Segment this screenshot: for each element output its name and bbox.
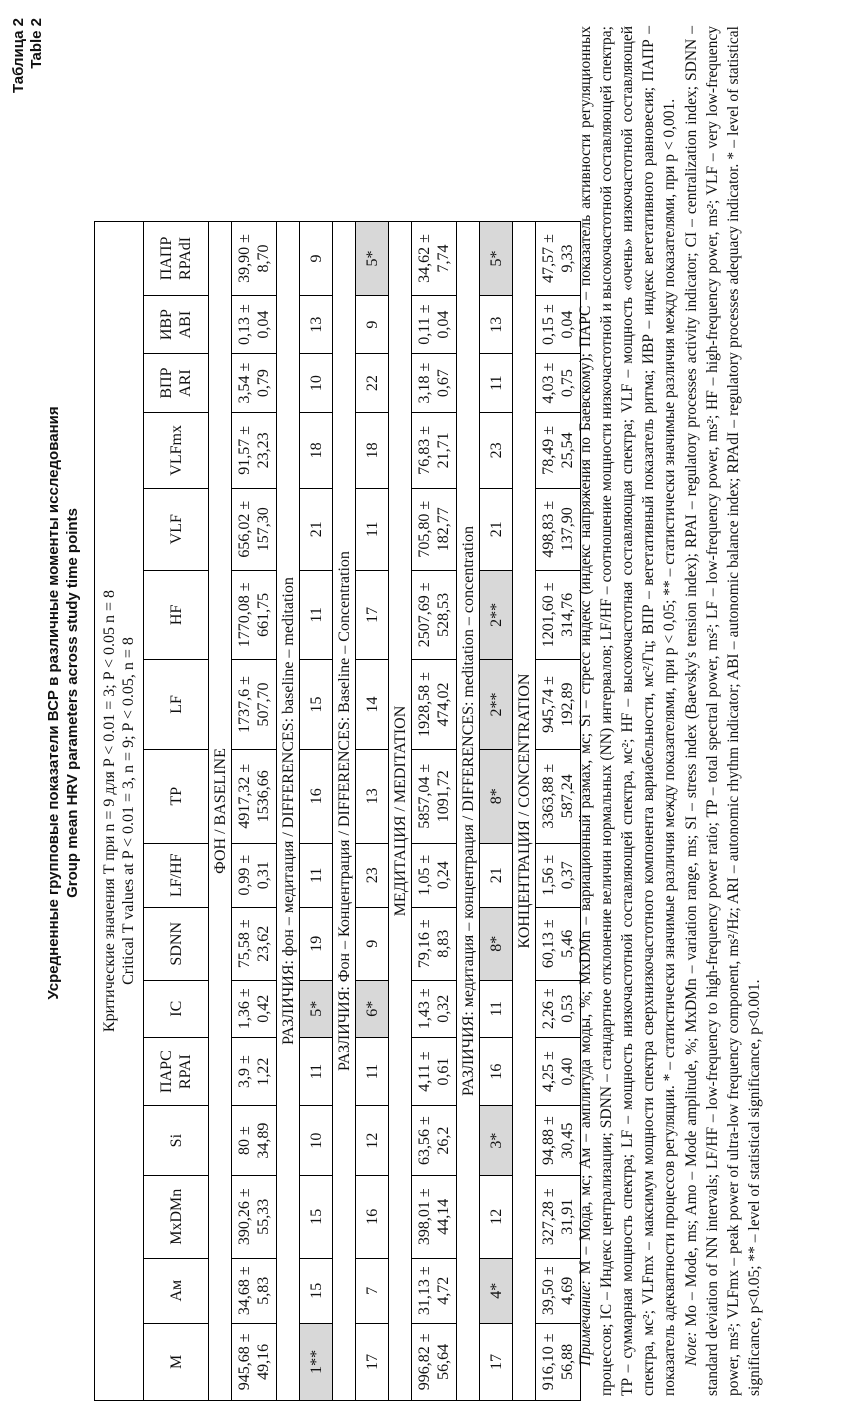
section-label: ФОН / BASELINE — [209, 222, 232, 1401]
table-cell: 17 — [480, 1323, 513, 1400]
table-cell: 16 — [480, 1037, 513, 1106]
table-cell: 0,99 ± 0,31 — [232, 843, 277, 907]
section-label: РАЗЛИЧИЯ: фон – медитация / DIFFERENCES: baseline – meditation — [277, 222, 300, 1401]
table-cell: 11 — [480, 354, 513, 412]
note-en-label: Note: — [683, 1331, 700, 1366]
table-cell: 39,50 ± 4,69 — [536, 1258, 581, 1323]
table-cell: 1737,6 ± 507,70 — [232, 660, 277, 750]
table-cell: 79,16 ± 8,83 — [412, 907, 457, 980]
note-en — [681, 26, 765, 1396]
mean-row — [412, 222, 457, 1401]
critical-values-row — [95, 222, 144, 1401]
table-cell: 327,28 ± 31,91 — [536, 1175, 581, 1258]
table-cell: 11 — [300, 1037, 333, 1106]
table-cell: 21 — [480, 488, 513, 570]
column-header: Si — [144, 1106, 209, 1175]
column-header: LF/HF — [144, 843, 209, 907]
table-cell: 94,88 ± 30,45 — [536, 1106, 581, 1175]
table-cell: 8* — [480, 749, 513, 843]
column-header: M — [144, 1323, 209, 1400]
mean-row — [536, 222, 581, 1401]
table-cell: 14 — [356, 660, 389, 750]
table-cell: 0,15 ± 0,04 — [536, 295, 581, 353]
section-row — [209, 222, 232, 1401]
table-cell: 1** — [300, 1323, 333, 1400]
column-header-row — [144, 222, 209, 1401]
section-row — [389, 222, 412, 1401]
table-title-en: Group mean HRV parameters across study time points — [64, 508, 81, 898]
table-cell: 4,03 ± 0,75 — [536, 354, 581, 412]
table-cell: 15 — [300, 660, 333, 750]
column-header: SDNN — [144, 907, 209, 980]
table-cell: 12 — [480, 1175, 513, 1258]
table-cell: 996,82 ± 56,64 — [412, 1323, 457, 1400]
table-caption-en: Table 2 — [28, 18, 45, 69]
table-cell: 7 — [356, 1258, 389, 1323]
table-cell: 9 — [356, 295, 389, 353]
table-cell: 19 — [300, 907, 333, 980]
column-header: ПАПР RPAdI — [144, 222, 209, 296]
difference-row — [480, 222, 513, 1401]
table-cell: 5* — [356, 222, 389, 296]
column-header: MxDMn — [144, 1175, 209, 1258]
table-cell: 21 — [480, 843, 513, 907]
table-cell: 390,26 ± 55,33 — [232, 1175, 277, 1258]
notes — [575, 26, 765, 1396]
column-header: VLF — [144, 488, 209, 570]
table-cell: 498,83 ± 137,90 — [536, 488, 581, 570]
table-cell: 1,43 ± 0,32 — [412, 980, 457, 1037]
table-cell: 11 — [356, 1037, 389, 1106]
table-cell: 1,05 ± 0,24 — [412, 843, 457, 907]
table-cell: 31,13 ± 4,72 — [412, 1258, 457, 1323]
table-cell: 656,02 ± 157,30 — [232, 488, 277, 570]
section-row — [333, 222, 356, 1401]
table-cell: 2,26 ± 0,53 — [536, 980, 581, 1037]
column-header: ПАРС RPAI — [144, 1037, 209, 1106]
table-title — [44, 0, 82, 1406]
table-cell: 34,62 ± 7,74 — [412, 222, 457, 296]
table-cell: 2507,69 ± 528,53 — [412, 570, 457, 660]
table-cell: 78,49 ± 25,54 — [536, 412, 581, 488]
section-row — [513, 222, 536, 1401]
table-cell: 11 — [480, 980, 513, 1037]
section-row — [457, 222, 480, 1401]
table-cell: 4,11 ± 0,61 — [412, 1037, 457, 1106]
table-cell: 11 — [300, 843, 333, 907]
table-cell: 9 — [300, 222, 333, 296]
table-cell: 398,01 ± 44,14 — [412, 1175, 457, 1258]
table-cell: 15 — [300, 1175, 333, 1258]
critical-values-cell — [95, 222, 144, 1401]
table-cell: 945,68 ± 49,16 — [232, 1323, 277, 1400]
section-label: МЕДИТАЦИЯ / MEDITATION — [389, 222, 412, 1401]
section-label: РАЗЛИЧИЯ: Фон – Концентрация / DIFFERENCES: Baseline – Concentration — [333, 222, 356, 1401]
note-en-text: Mo – Mode, ms; Amo – Mode amplitude, %; MxDMn – variation range, ms; SI – stress index (Baevsky's tension index); RPAI – regulatory processes activity indicator; CI – centralization index; SDNN – standard deviation of NN intervals; LF/HF – low-frequency to high-frequency power ratio; TP – total spectral power, ms²; LF – low-frequency power, ms²; HF – high-frequency power, ms²; VLF – very low-frequency power, ms²; VLFmx – peak power of ultra-low frequency component, ms²/Hz; ARI – autonomic rhythm indicator; ABI – autonomic balance index; RPAdI – regulatory processes adequacy indicator. * – level of statistical significance, p<0.05; ** – level of statistical significance, p<0.001. — [683, 25, 763, 1396]
table-cell: 3,18 ± 0,67 — [412, 354, 457, 412]
table-cell: 18 — [356, 412, 389, 488]
note-ru-label: Примечание: — [577, 1280, 594, 1366]
column-header: HF — [144, 570, 209, 660]
section-label: КОНЦЕНТРАЦИЯ / CONCENTRATION — [513, 222, 536, 1401]
table-cell: 60,13 ± 5,46 — [536, 907, 581, 980]
table-cell: 16 — [356, 1175, 389, 1258]
table-cell: 13 — [480, 295, 513, 353]
table-cell: 13 — [356, 749, 389, 843]
table-cell: 1770,08 ± 661,75 — [232, 570, 277, 660]
critical-values-en: Critical T values at P < 0.01 = 3, n = 9; P < 0.05, n = 8 — [120, 637, 137, 985]
section-label: РАЗЛИЧИЯ: медитация – концентрация / DIFFERENCES: meditation – concentration — [457, 222, 480, 1401]
table-cell: 34,68 ± 5,83 — [232, 1258, 277, 1323]
table-caption — [10, 18, 46, 93]
column-header: TP — [144, 749, 209, 843]
table-cell: 5* — [300, 980, 333, 1037]
column-header: Ам — [144, 1258, 209, 1323]
table-caption-ru: Таблица 2 — [10, 18, 27, 94]
table-cell: 76,83 ± 21,71 — [412, 412, 457, 488]
table-cell: 10 — [300, 354, 333, 412]
difference-row — [300, 222, 333, 1401]
table-cell: 3,54 ± 0,79 — [232, 354, 277, 412]
table-cell: 6* — [356, 980, 389, 1037]
table-cell: 4* — [480, 1258, 513, 1323]
table-cell: 8* — [480, 907, 513, 980]
table-cell: 0,11 ± 0,04 — [412, 295, 457, 353]
table-cell: 17 — [356, 570, 389, 660]
column-header: VLFmx — [144, 412, 209, 488]
table-cell: 4917,32 ± 1536,66 — [232, 749, 277, 843]
table-cell: 18 — [300, 412, 333, 488]
table-cell: 3363,88 ± 587,24 — [536, 749, 581, 843]
table-cell: 2** — [480, 570, 513, 660]
table-cell: 9 — [356, 907, 389, 980]
table-cell: 12 — [356, 1106, 389, 1175]
table-cell: 23 — [356, 843, 389, 907]
table-cell: 916,10 ± 56,88 — [536, 1323, 581, 1400]
mean-row — [232, 222, 277, 1401]
column-header: IC — [144, 980, 209, 1037]
hrv-table — [94, 221, 581, 1401]
table-cell: 80 ± 34,89 — [232, 1106, 277, 1175]
table-cell: 15 — [300, 1258, 333, 1323]
note-ru-text: М – Мода, мс; Ам – амплитуда моды, %; MxDMn – вариационный размах, мс; Si – стресс индекс (индекс напряжения по Баевскому); ПАРС – показатель активности регуляционных процессов; IC – Индекс централизации; SDNN – стандартное отклонение величин нормальных (NN) интервалов; LF/HF – соотношение мощности низкочастотной и высокочастотной составляющей спектра; TP – суммарная мощность спектра; LF – мощность низкочастотной составляющей спектра, мс²; HF – высокочастотная составляющая спектра; VLF – мощность «очень» низкочастотной составляющей спектра, мс²; VLFmx – максимум мощности спектра сверхнизкочастотного компонента вариабельности, мс²/Гц; ВПР – вегетативный показатель ритма; ИВР – индекс вегетативного равновесия; ПАПР – показатель адекватности процессов регуляции. * – статистически значимые различия между показателями, при p < 0,05; ** – статистически значимые различия между показателями, при p < 0,001. — [577, 25, 678, 1396]
table-cell: 705,80 ± 182,77 — [412, 488, 457, 570]
difference-row — [356, 222, 389, 1401]
table-cell: 17 — [356, 1323, 389, 1400]
table-cell: 63,56 ± 26,2 — [412, 1106, 457, 1175]
table-cell: 13 — [300, 295, 333, 353]
table-cell: 945,74 ± 192,89 — [536, 660, 581, 750]
table-cell: 5* — [480, 222, 513, 296]
table-cell: 2** — [480, 660, 513, 750]
column-header: ВПР ARI — [144, 354, 209, 412]
table-cell: 91,57 ± 23,23 — [232, 412, 277, 488]
table-cell: 47,57 ± 9,33 — [536, 222, 581, 296]
table-cell: 11 — [300, 570, 333, 660]
table-cell: 1201,60 ± 314,76 — [536, 570, 581, 660]
table-cell: 4,25 ± 0,40 — [536, 1037, 581, 1106]
table-cell: 23 — [480, 412, 513, 488]
table-cell: 11 — [356, 488, 389, 570]
critical-values-ru: Критические значения T при n = 9 для P < 0.01 = 3; P < 0.05 n = 8 — [101, 589, 118, 1033]
table-cell: 75,58 ± 23,62 — [232, 907, 277, 980]
table-cell: 3,9 ± 1,22 — [232, 1037, 277, 1106]
table-cell: 5857,04 ± 1091,72 — [412, 749, 457, 843]
table-cell: 1,56 ± 0,37 — [536, 843, 581, 907]
table-cell: 10 — [300, 1106, 333, 1175]
table-cell: 39,90 ± 8,70 — [232, 222, 277, 296]
table-cell: 3* — [480, 1106, 513, 1175]
note-ru — [575, 26, 680, 1396]
table-cell: 16 — [300, 749, 333, 843]
table-cell: 22 — [356, 354, 389, 412]
table-cell: 21 — [300, 488, 333, 570]
column-header: LF — [144, 660, 209, 750]
table-title-ru: Усредненные групповые показатели ВСР в различные моменты исследования — [45, 406, 62, 1000]
table-cell: 1928,58 ± 474,02 — [412, 660, 457, 750]
section-row — [277, 222, 300, 1401]
column-header: ИВР ABI — [144, 295, 209, 353]
table-cell: 0,13 ± 0,04 — [232, 295, 277, 353]
table-cell: 1,36 ± 0,42 — [232, 980, 277, 1037]
